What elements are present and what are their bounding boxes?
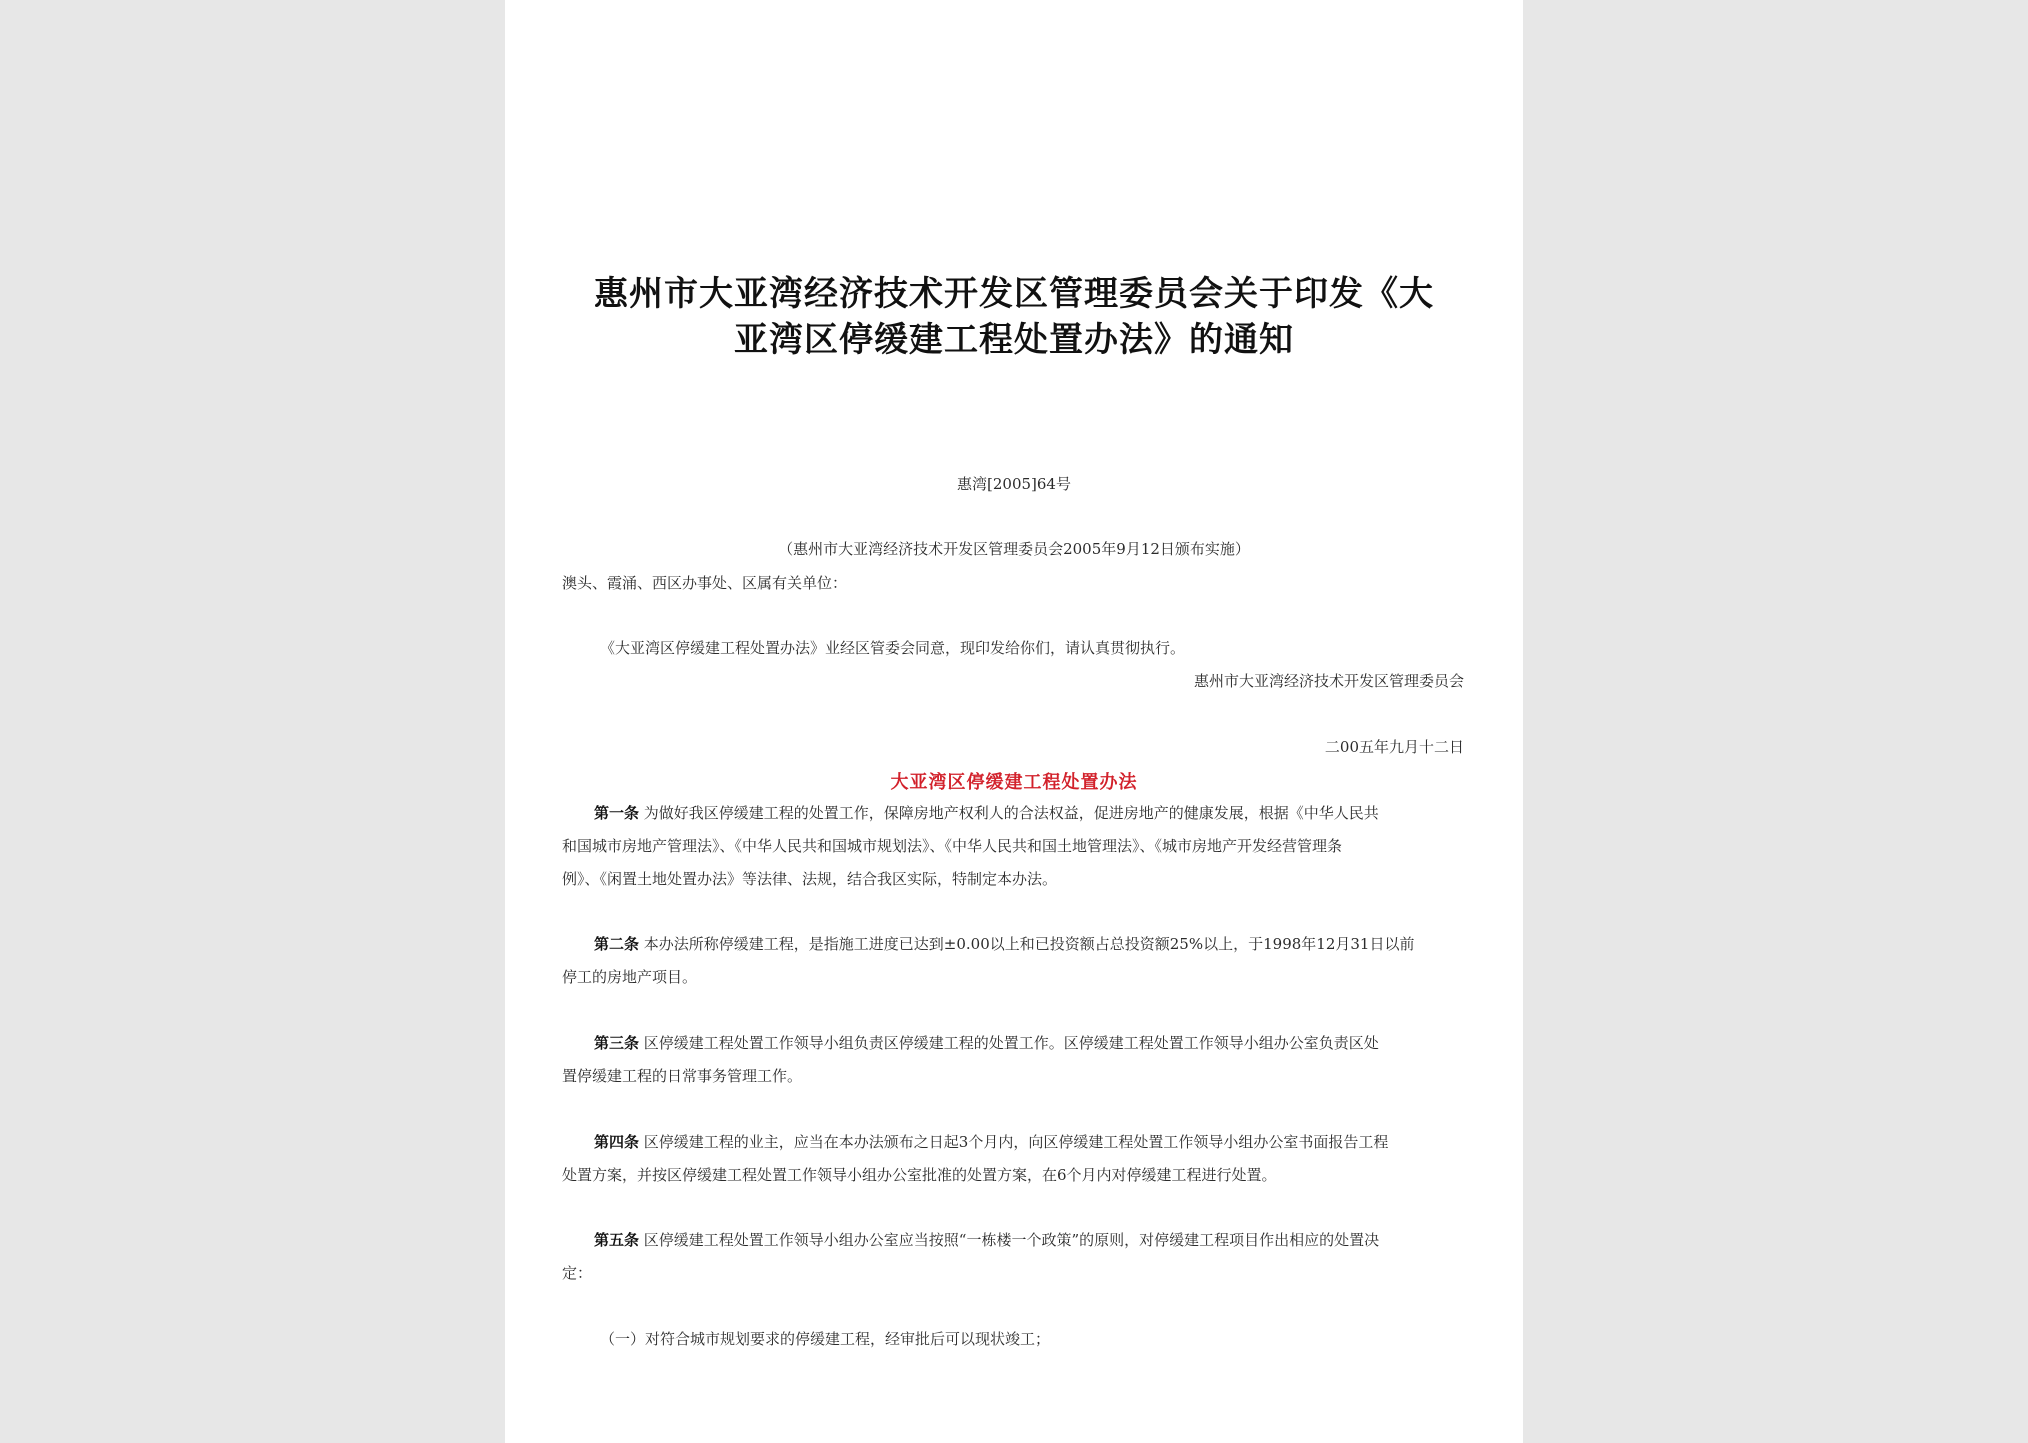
article-3-line-2: 置停缓建工程的日常事务管理工作。 xyxy=(562,1067,803,1085)
article-label: 第二条 xyxy=(594,935,640,953)
article-5-line-2: 定： xyxy=(562,1264,593,1282)
document-title-line-2: 亚湾区停缓建工程处置办法》的通知 xyxy=(734,320,1294,360)
article-label: 第四条 xyxy=(594,1133,640,1151)
article-label: 第五条 xyxy=(594,1231,640,1249)
article-2-line-2: 停工的房地产项目。 xyxy=(562,968,698,986)
article-text: 本办法所称停缓建工程，是指施工进度已达到±0.00以上和已投资额占总投资额25%以上，于1998年12月31日以前 xyxy=(643,935,1415,953)
regulation-subtitle: 大亚湾区停缓建工程处置办法 xyxy=(890,772,1138,793)
article-1-line-1 xyxy=(594,803,1379,823)
article-text: 为做好我区停缓建工程的处置工作，保障房地产权利人的合法权益，促进房地产的健康发展，根据《中华人民共 xyxy=(643,804,1379,822)
issued-note: （惠州市大亚湾经济技术开发区管理委员会2005年9月12日颁布实施） xyxy=(778,540,1250,558)
article-5-line-1 xyxy=(594,1230,1379,1250)
article-4-line-1 xyxy=(594,1132,1388,1152)
issuer-signature: 惠州市大亚湾经济技术开发区管理委员会 xyxy=(1193,672,1464,690)
document-page xyxy=(505,0,1523,1443)
article-text: 区停缓建工程处置工作领导小组办公室应当按照“一栋楼一个政策”的原则，对停缓建工程项目作出相应的处置决 xyxy=(643,1231,1380,1249)
document-number: 惠湾[2005]64号 xyxy=(957,475,1071,493)
article-label: 第三条 xyxy=(594,1034,640,1052)
article-1-line-3: 例》、《闲置土地处置办法》等法律、法规，结合我区实际，特制定本办法。 xyxy=(562,870,1058,888)
body-intro: 《大亚湾区停缓建工程处置办法》业经区管委会同意，现印发给你们，请认真贯彻执行。 xyxy=(600,639,1186,657)
article-1-line-2: 和国城市房地产管理法》、《中华人民共和国城市规划法》、《中华人民共和国土地管理法》、《城市房地产开发经营管理条 xyxy=(562,837,1343,855)
article-text: 区停缓建工程的业主，应当在本办法颁布之日起3个月内，向区停缓建工程处置工作领导小组办公室书面报告工程 xyxy=(643,1133,1389,1151)
article-label: 第一条 xyxy=(594,804,640,822)
article-3-line-1 xyxy=(594,1033,1379,1053)
article-4-line-2: 处置方案，并按区停缓建工程处置工作领导小组办公室批准的处置方案，在6个月内对停缓建工程进行处置。 xyxy=(562,1166,1277,1184)
addressee: 澳头、霞涌、西区办事处、区属有关单位： xyxy=(562,574,848,592)
article-2-line-1 xyxy=(594,934,1414,954)
issue-date: 二00五年九月十二日 xyxy=(1324,738,1464,756)
item-1: （一）对符合城市规划要求的停缓建工程，经审批后可以现状竣工； xyxy=(600,1330,1051,1348)
document-title-line-1: 惠州市大亚湾经济技术开发区管理委员会关于印发《大 xyxy=(594,274,1434,314)
article-text: 区停缓建工程处置工作领导小组负责区停缓建工程的处置工作。区停缓建工程处置工作领导小组办公室负责区处 xyxy=(643,1034,1379,1052)
